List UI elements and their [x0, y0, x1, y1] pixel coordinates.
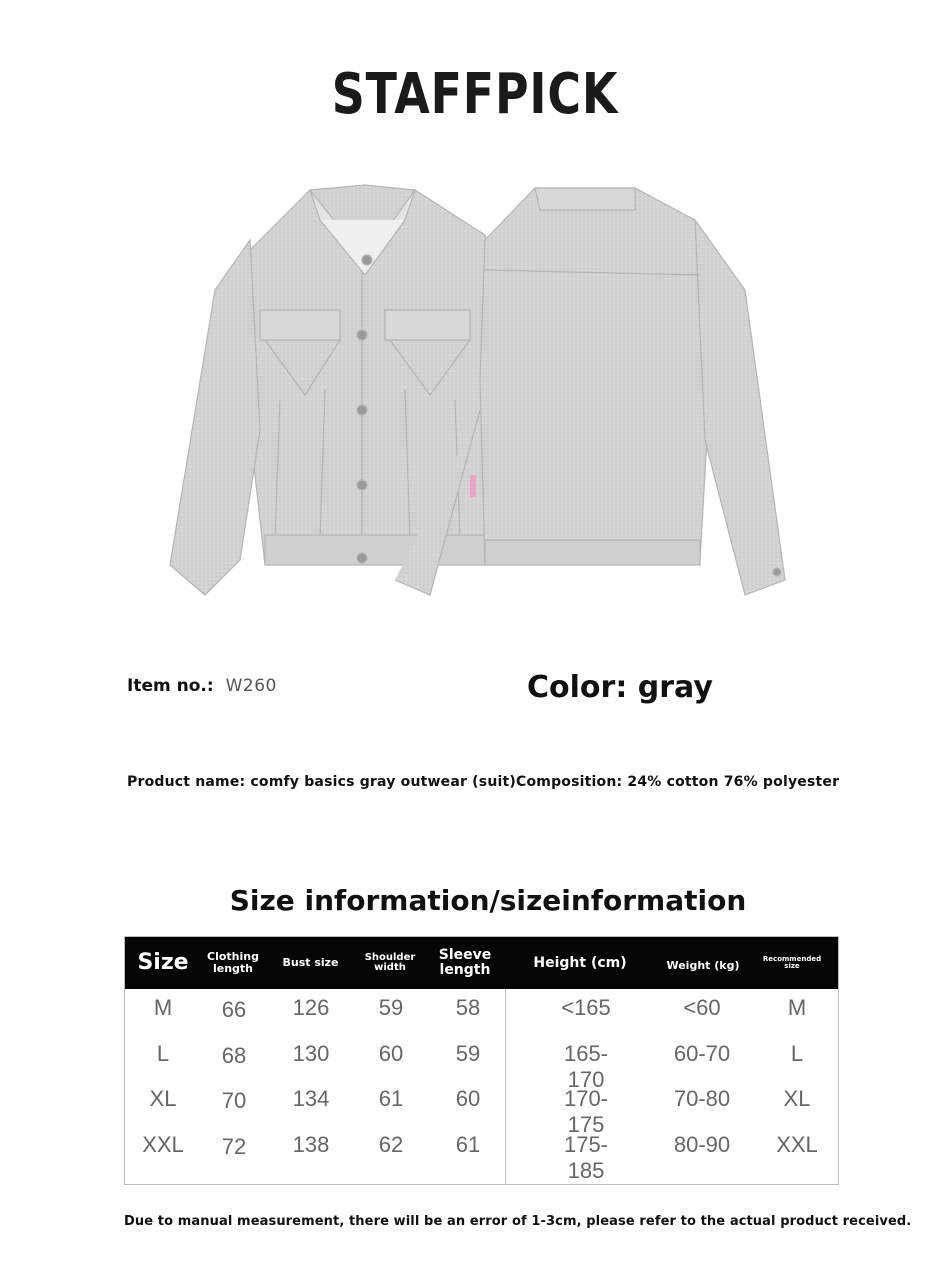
header-weight: Weight (kg) [666, 959, 740, 973]
table-cell: 62 [378, 1132, 404, 1157]
table-cell: 72 [221, 1134, 247, 1159]
item-number-label: Item no.: [127, 676, 214, 696]
jacket-front [170, 185, 505, 595]
header-size: Size [137, 950, 189, 976]
table-cell: 134 [292, 1086, 330, 1111]
table-cell: 138 [292, 1132, 330, 1157]
product-image [155, 180, 800, 605]
item-number [127, 676, 277, 696]
table-cell: 61 [455, 1132, 481, 1157]
brand-logo: STAFFPICK [331, 62, 619, 127]
table-cell: 66 [221, 997, 247, 1022]
table-cell: 59 [378, 995, 404, 1020]
table-cell: XL [149, 1086, 177, 1111]
header-height: Height (cm) [533, 954, 627, 971]
table-cell: 170-175 [563, 1086, 609, 1137]
item-number-value: W260 [225, 676, 277, 696]
header-bust-size: Bust size [282, 956, 339, 970]
table-cell: 130 [292, 1041, 330, 1066]
table-cell: 61 [378, 1086, 404, 1111]
table-cell: 126 [292, 995, 330, 1020]
table-cell: 60 [455, 1086, 481, 1111]
table-cell: <60 [683, 995, 721, 1020]
size-table-header [125, 937, 838, 989]
table-cell: 59 [455, 1041, 481, 1066]
product-name: Product name: comfy basics gray outwear (suit) [127, 774, 516, 790]
table-cell: 70 [221, 1088, 247, 1113]
table-cell: L [790, 1041, 804, 1066]
measurement-note: Due to manual measurement, there will be an error of 1-3cm, please refer to the actual product received. [124, 1214, 912, 1229]
table-cell: 58 [455, 995, 481, 1020]
size-table [124, 936, 839, 1185]
table-cell: 165-170 [563, 1041, 609, 1092]
color-text: Color: gray [527, 670, 713, 705]
table-cell: 60-70 [673, 1041, 731, 1066]
table-cell: 175-185 [563, 1132, 609, 1183]
table-cell: 80-90 [673, 1132, 731, 1157]
table-cell: 68 [221, 1043, 247, 1068]
header-sleeve-length: Sleeve length [438, 947, 492, 978]
table-cell: M [153, 995, 173, 1020]
table-cell: XL [783, 1086, 811, 1111]
table-cell: 60 [378, 1041, 404, 1066]
table-cell: M [787, 995, 807, 1020]
table-cell: XXL [776, 1132, 818, 1157]
table-cell: XXL [142, 1132, 184, 1157]
composition: Composition: 24% cotton 76% polyester [516, 774, 840, 790]
size-section-title: Size information/sizeinformation [229, 884, 747, 917]
table-cell: 70-80 [673, 1086, 731, 1111]
header-clothing-length: Clothing length [207, 950, 259, 975]
table-cell: L [156, 1041, 170, 1066]
header-recommended-size: Recommended size [762, 954, 822, 970]
header-shoulder-width: Shoulder width [364, 951, 416, 973]
table-cell: <165 [561, 995, 611, 1020]
